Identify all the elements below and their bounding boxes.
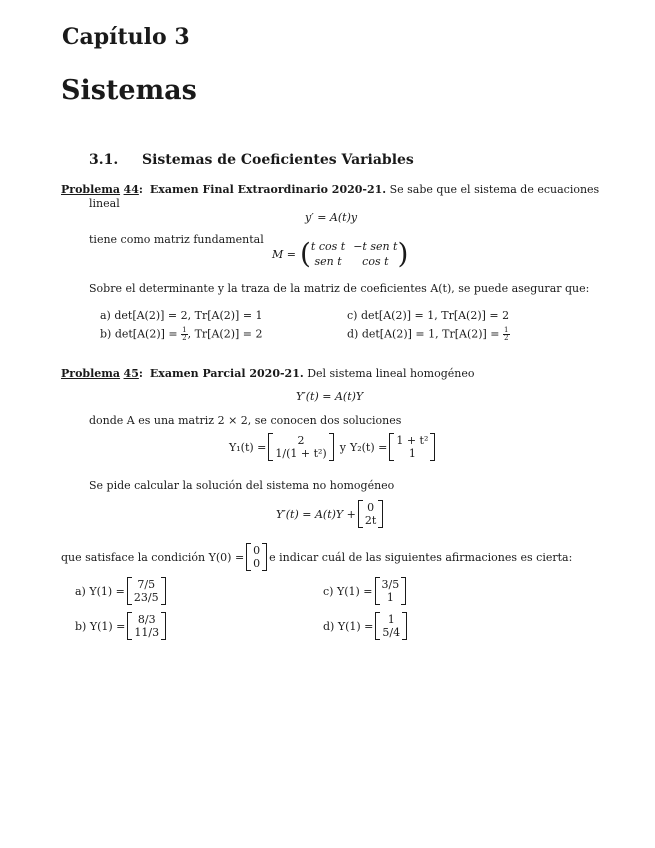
option-a: a) det[A(2)] = 2, Tr[A(2)] = 1 bbox=[100, 309, 263, 322]
y1-label: Y₁(t) = bbox=[229, 440, 267, 454]
answer-vector: 1 5/4 bbox=[375, 612, 407, 640]
option-c: c) det[A(2)] = 1, Tr[A(2)] = 2 bbox=[347, 309, 510, 322]
answer-vector: 8/3 11/3 bbox=[127, 612, 166, 640]
fraction-half: $\frac{1}{2}$ bbox=[504, 326, 509, 342]
section-number: 3.1. bbox=[89, 152, 119, 168]
problem-intro: Del sistema lineal homogéneo bbox=[307, 367, 475, 380]
problem-number: 45 bbox=[123, 367, 139, 380]
matrix-cell: t cos t bbox=[310, 240, 346, 253]
known-solutions-text: donde A es una matriz 2 × 2, se conocen dos soluciones bbox=[89, 414, 402, 427]
fraction-half: $\frac{1}{2}$ bbox=[182, 326, 187, 342]
matrix-cell: cos t bbox=[362, 255, 389, 268]
initial-condition: que satisface la condición Y(0) = 0 0 e indicar cuál de las siguientes afirmaciones es cierta: bbox=[61, 544, 573, 570]
problem-intro-cont: lineal bbox=[89, 197, 120, 210]
option-c: c) Y(1) = 3/5 1 bbox=[323, 577, 408, 605]
question-text: Sobre el determinante y la traza de la matriz de coeficientes A(t), se puede asegurar que: bbox=[89, 282, 590, 295]
y2-label: Y₂(t) = bbox=[349, 440, 388, 454]
initial-vector: 0 0 bbox=[246, 543, 267, 571]
exam-name: Examen Parcial 2020-21. bbox=[149, 367, 304, 380]
y1-vector: 2 1/(1 + t²) bbox=[268, 433, 333, 461]
equation-nonhomogeneous: Y′(t) = A(t)Y + 0 2t bbox=[276, 500, 385, 528]
answer-vector: 3/5 1 bbox=[375, 577, 407, 605]
problem-intro: Se sabe que el sistema de ecuaciones bbox=[389, 183, 600, 196]
page-title: Sistemas bbox=[61, 75, 197, 106]
section-title: Sistemas de Coeficientes Variables bbox=[141, 152, 414, 168]
fundamental-matrix-text: tiene como matriz fundamental bbox=[89, 233, 264, 246]
matrix-M: ( t cos t −t sen t sen t cos t ) bbox=[299, 237, 409, 270]
option-b: b) Y(1) = 8/3 11/3 bbox=[75, 612, 168, 640]
option-b: b) det[A(2)] = $\frac{1}{2}$ , Tr[A(2)] = 2 bbox=[100, 326, 263, 342]
section-heading bbox=[89, 152, 414, 168]
equation-homogeneous: Y′(t) = A(t)Y bbox=[296, 390, 364, 403]
option-a: a) Y(1) = 7/5 23/5 bbox=[75, 577, 168, 605]
nonhomogeneous-text: Se pide calcular la solución del sistema no homogéneo bbox=[89, 479, 395, 492]
matrix-cell: −t sen t bbox=[353, 240, 398, 253]
option-d: d) det[A(2)] = 1, Tr[A(2)] = $\frac{1}{2}$ bbox=[347, 326, 509, 342]
exam-name: Examen Final Extraordinario 2020-21. bbox=[149, 183, 387, 196]
y2-vector: 1 + t² 1 bbox=[389, 433, 435, 461]
fundamental-matrix bbox=[272, 237, 409, 270]
problem-44-header: Problema 44: Examen Final Extraordinario 2020-21. Se sabe que el sistema de ecuaciones bbox=[61, 183, 600, 196]
problem-number: 44 bbox=[123, 183, 139, 196]
matrix-cell: sen t bbox=[314, 255, 342, 268]
problem-label: Problema bbox=[61, 183, 121, 196]
known-solutions: Y₁(t) = 2 1/(1 + t²) y Y₂(t) = 1 + t² 1 bbox=[229, 433, 437, 461]
forcing-vector: 0 2t bbox=[358, 500, 383, 528]
answer-vector: 7/5 23/5 bbox=[127, 577, 166, 605]
option-d: d) Y(1) = 1 5/4 bbox=[323, 612, 409, 640]
chapter-heading: Capítulo 3 bbox=[62, 24, 190, 50]
matrix-label: M = bbox=[272, 247, 296, 261]
problem-45-header: Problema 45: Examen Parcial 2020-21. Del sistema lineal homogéneo bbox=[61, 367, 475, 380]
problem-label: Problema bbox=[61, 367, 121, 380]
equation-homogeneous: y′ = A(t)y bbox=[305, 211, 358, 224]
